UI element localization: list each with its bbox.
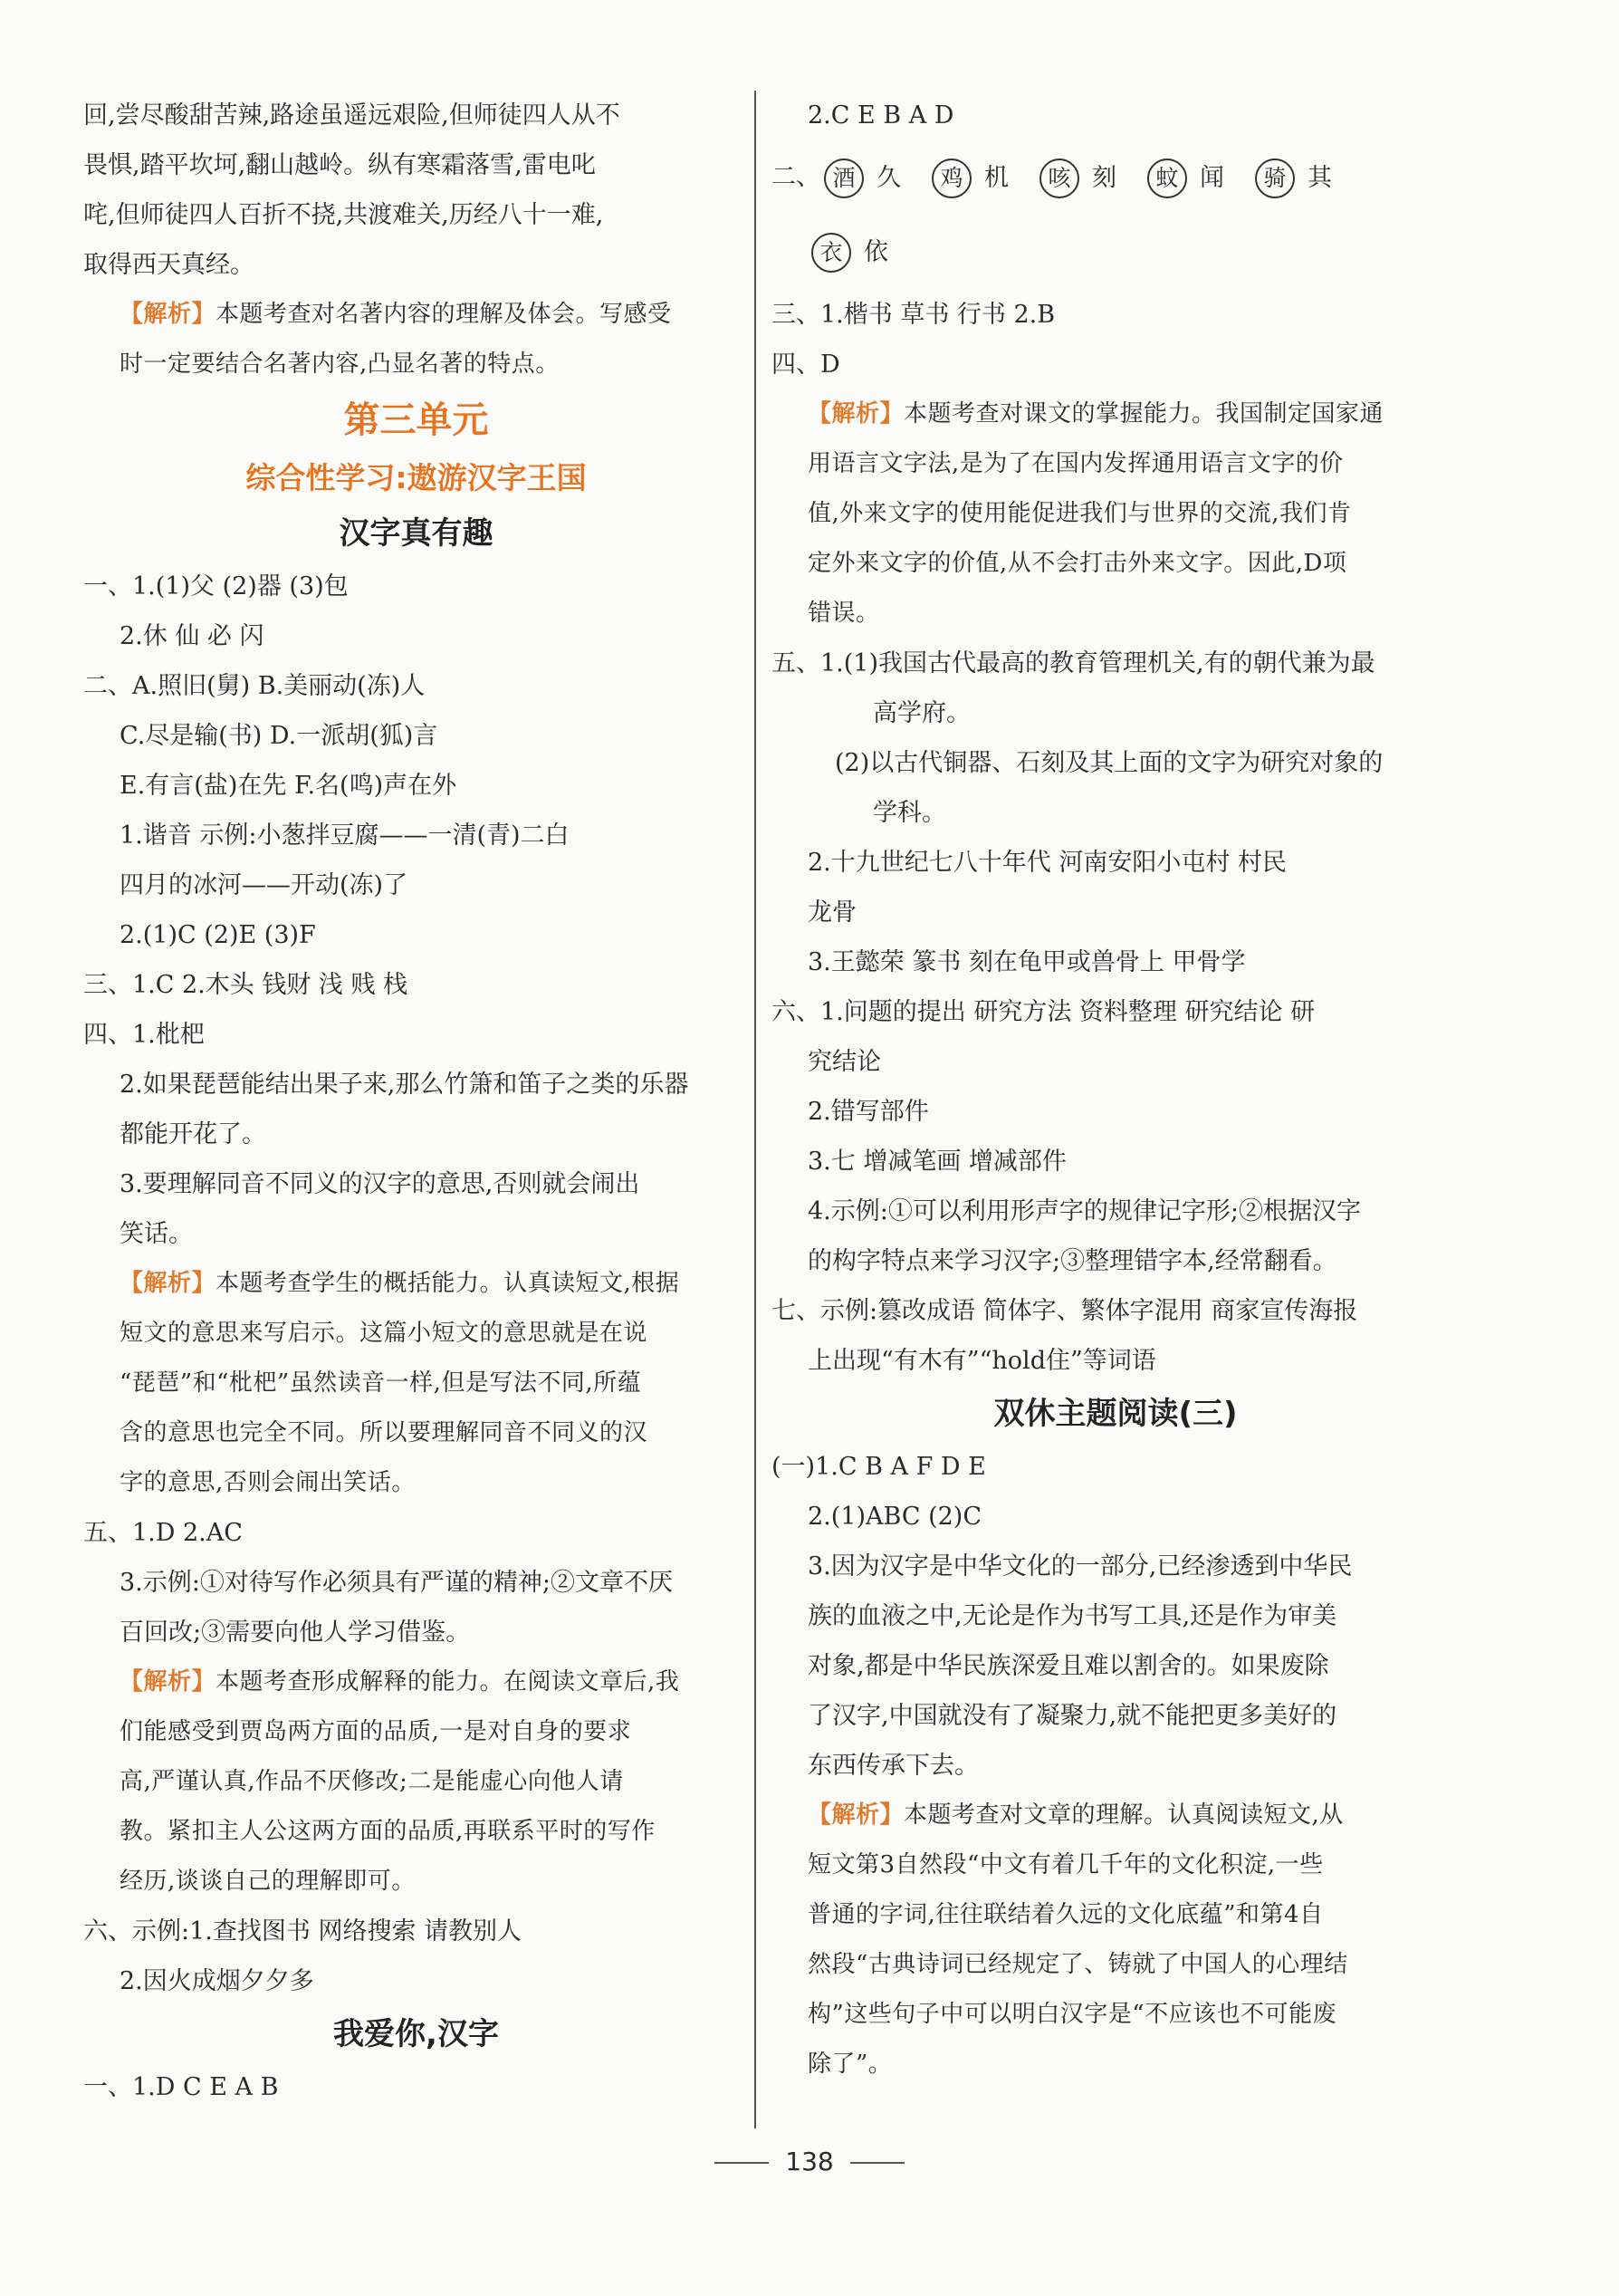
plain-character: 依	[864, 238, 888, 266]
analysis-tag: 【解析】	[808, 400, 905, 427]
left-column	[83, 91, 749, 2112]
circled-characters-row	[771, 216, 1460, 291]
text-line: 畏惧,踏平坎坷,翻山越岭。纵有寒霜落雪,雷电叱	[83, 151, 596, 179]
footer-dash	[714, 2162, 769, 2164]
analysis-text: 本题考查对课文的掌握能力。我国制定国家通	[904, 400, 1384, 427]
circled-character: 咳	[1039, 159, 1079, 198]
answer-line: 2.错写部件	[808, 1098, 929, 1126]
analysis-text: 字的意思,否则会闹出笑话。	[120, 1469, 416, 1496]
plain-character: 机	[984, 163, 1009, 192]
answer-line: 3.要理解同音不同义的汉字的意思,否则就会闹出	[120, 1170, 640, 1198]
answer-line: 百回改;③需要向他人学习借鉴。	[120, 1619, 471, 1647]
circled-character: 酒	[824, 159, 864, 198]
answer-line: 3.示例:①对待写作必须具有严谨的精神;②文章不厌	[120, 1569, 673, 1597]
text-line: 回,尝尽酸甜苦辣,路途虽遥远艰险,但师徒四人从不	[83, 101, 620, 130]
answer-line: 上出现“有木有”“hold住”等词语	[808, 1347, 1156, 1375]
analysis-text: 本题考查对名著内容的理解及体会。写感受	[216, 301, 672, 328]
answer-line: 2.十九世纪七八十年代 河南安阳小屯村 村民	[808, 849, 1287, 877]
page-number: 138	[785, 2147, 834, 2176]
analysis-block	[83, 1259, 749, 1309]
analysis-text: 们能感受到贾岛两方面的品质,一是对自身的要求	[120, 1718, 632, 1745]
answer-line: 4.示例:①可以利用形声字的规律记字形;②根据汉字	[808, 1197, 1361, 1225]
analysis-text: 构”这些句子中可以明白汉字是“不应该也不可能废	[808, 2001, 1337, 2028]
plain-character: 闻	[1200, 163, 1224, 192]
answer-line: 2.如果琵琶能结出果子来,那么竹箫和笛子之类的乐器	[120, 1071, 689, 1099]
analysis-text: 本题考查形成解释的能力。在阅读文章后,我	[216, 1668, 680, 1696]
analysis-text: 值,外来文字的使用能促进我们与世界的交流,我们肯	[808, 500, 1352, 527]
answer-line: C.尽是输(书) D.一派胡(狐)言	[120, 722, 438, 750]
analysis-text: 错误。	[808, 600, 880, 627]
circled-character: 蚊	[1147, 159, 1187, 198]
answer-line: 究结论	[808, 1048, 881, 1076]
analysis-text: 普通的字词,往往联结着久远的文化底蕴”和第4自	[808, 1901, 1324, 1928]
analysis-text: “琵琶”和“枇杷”虽然读音一样,但是写法不同,所蕴	[120, 1369, 642, 1397]
analysis-text: 本题考查学生的概括能力。认真读短文,根据	[216, 1270, 680, 1297]
plain-character: 刻	[1092, 163, 1116, 192]
analysis-block	[83, 1657, 749, 1707]
right-column	[771, 91, 1460, 2089]
answer-line: 一、1.D C E A B	[83, 2073, 279, 2101]
circled-character: 骑	[1255, 159, 1295, 198]
analysis-text: 用语言文字法,是为了在国内发挥通用语言文字的价	[808, 450, 1344, 477]
answer-line: 三、1.C 2.木头 钱财 浅 贱 栈	[83, 971, 408, 999]
answer-line: 一、1.(1)父 (2)器 (3)包	[83, 572, 349, 600]
answer-line: 龙骨	[808, 898, 857, 927]
analysis-text: 高,严谨认真,作品不厌修改;二是能虚心向他人请	[120, 1768, 624, 1795]
circled-character: 衣	[811, 233, 851, 273]
text-line: 取得西天真经。	[83, 251, 254, 279]
column-divider	[754, 91, 756, 2128]
answer-line: 五、1.D 2.AC	[83, 1519, 243, 1547]
analysis-text: 然段“古典诗词已经规定了、铸就了中国人的心理结	[808, 1951, 1348, 1978]
answer-line: 笑话。	[120, 1220, 193, 1248]
answer-line: 3.因为汉字是中华文化的一部分,已经渗透到中华民	[808, 1552, 1353, 1580]
answer-line: 学科。	[873, 799, 946, 827]
answer-line: 四、D	[771, 351, 840, 379]
answer-line: (2)以古代铜器、石刻及其上面的文字为研究对象的	[835, 749, 1384, 777]
answer-line: 都能开花了。	[120, 1120, 266, 1148]
analysis-text: 本题考查对文章的理解。认真阅读短文,从	[904, 1801, 1344, 1829]
analysis-text: 时一定要结合名著内容,凸显名著的特点。	[120, 351, 560, 378]
analysis-text: 含的意思也完全不同。所以要理解同音不同义的汉	[120, 1419, 648, 1446]
answer-line: 2.C E B A D	[808, 101, 954, 130]
answer-line: 七、示例:篡改成语 简体字、繁体字混用 商家宣传海报	[771, 1297, 1358, 1325]
circled-characters-row	[771, 140, 1460, 216]
analysis-block	[771, 1791, 1460, 1840]
analysis-block	[83, 290, 749, 340]
answer-line: 2.(1)ABC (2)C	[808, 1503, 982, 1531]
answer-line: 六、示例:1.查找图书 网络搜索 请教别人	[83, 1917, 522, 1945]
analysis-tag: 【解析】	[120, 1270, 216, 1297]
analysis-block	[771, 389, 1460, 439]
answer-line: 3.七 增减笔画 增减部件	[808, 1148, 1067, 1176]
answer-line: 族的血液之中,无论是作为书写工具,还是作为审美	[808, 1602, 1337, 1630]
answer-line: 二、A.照旧(舅) B.美丽动(冻)人	[83, 672, 426, 700]
section-title: 双休主题阅读(三)	[993, 1396, 1238, 1432]
text-line: 咤,但师徒四人百折不挠,共渡难关,历经八十一难,	[83, 201, 604, 229]
footer-dash	[850, 2162, 905, 2164]
answer-line: 东西传承下去。	[808, 1752, 979, 1780]
section-title: 汉字真有趣	[339, 515, 493, 552]
answer-line: 了汉字,中国就没有了凝聚力,就不能把更多美好的	[808, 1702, 1337, 1730]
row-prefix: 二、	[771, 163, 820, 191]
answer-line: 3.王懿荣 篆书 刻在龟甲或兽骨上 甲骨学	[808, 948, 1246, 976]
analysis-text: 除了”。	[808, 2051, 893, 2078]
answer-line: 2.休 仙 必 闪	[120, 622, 264, 650]
section-title: 我爱你,汉字	[333, 2016, 499, 2052]
answer-line: E.有言(盐)在先 F.名(鸣)声在外	[120, 772, 457, 800]
analysis-text: 经历,谈谈自己的理解即可。	[120, 1868, 416, 1895]
unit-title: 第三单元	[343, 399, 489, 441]
plain-character: 其	[1308, 163, 1332, 192]
answer-line: 五、1.(1)我国古代最高的教育管理机关,有的朝代兼为最	[771, 649, 1375, 677]
answer-line: 六、1.问题的提出 研究方法 资料整理 研究结论 研	[771, 998, 1316, 1026]
answer-line: (一)1.C B A F D E	[771, 1453, 986, 1481]
analysis-text: 短文的意思来写启示。这篇小短文的意思就是在说	[120, 1320, 648, 1347]
answer-line: 三、1.楷书 草书 行书 2.B	[771, 301, 1056, 329]
analysis-text: 定外来文字的价值,从不会打击外来文字。因此,D项	[808, 550, 1347, 577]
answer-line: 高学府。	[873, 699, 971, 727]
analysis-text: 教。紧扣主人公这两方面的品质,再联系平时的写作	[120, 1818, 656, 1845]
unit-subtitle: 综合性学习:遨游汉字王国	[245, 460, 587, 495]
answer-line: 2.因火成烟夕夕多	[120, 1967, 314, 1995]
analysis-text: 短文第3自然段“中文有着几千年的文化积淀,一些	[808, 1851, 1324, 1878]
answer-line: 的构字特点来学习汉字;③整理错字本,经常翻看。	[808, 1247, 1337, 1275]
answer-line: 2.(1)C (2)E (3)F	[120, 921, 316, 949]
analysis-tag: 【解析】	[120, 301, 216, 328]
plain-character: 久	[877, 163, 901, 192]
answer-line: 1.谐音 示例:小葱拌豆腐——一清(青)二白	[120, 821, 570, 850]
page-number-footer	[0, 2147, 1619, 2176]
answer-line: 四月的冰河——开动(冻)了	[120, 871, 408, 899]
analysis-tag: 【解析】	[808, 1801, 905, 1829]
analysis-tag: 【解析】	[120, 1668, 216, 1696]
answer-line: 对象,都是中华民族深爱且难以割舍的。如果废除	[808, 1652, 1329, 1680]
answer-line: 四、1.枇杷	[83, 1021, 205, 1049]
circled-character: 鸡	[932, 159, 972, 198]
